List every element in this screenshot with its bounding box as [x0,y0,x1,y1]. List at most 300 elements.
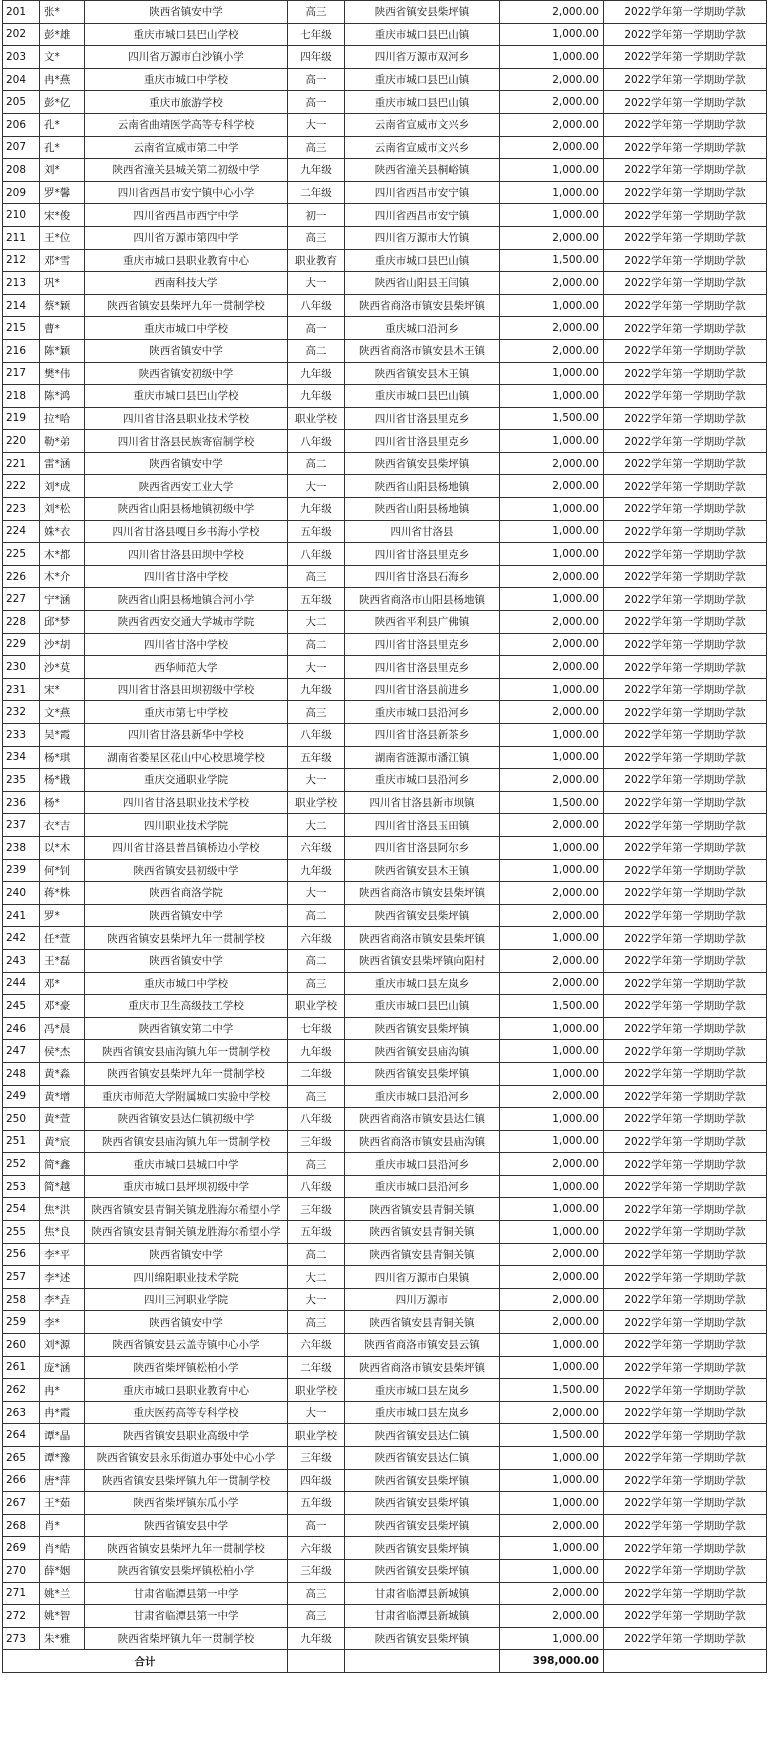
grade: 高二 [288,1243,345,1266]
purpose: 2022学年第一学期助学款 [604,113,767,136]
home-address: 重庆市城口县左岚乡 [345,972,500,995]
student-name: 樊*伟 [40,362,85,385]
table-row [3,136,767,159]
home-address: 重庆市城口县巴山镇 [345,91,500,114]
purpose: 2022学年第一学期助学款 [604,1424,767,1447]
school-name: 陕西省商洛学院 [85,882,288,905]
purpose: 2022学年第一学期助学款 [604,746,767,769]
purpose: 2022学年第一学期助学款 [604,46,767,69]
amount: 2,000.00 [500,949,604,972]
home-address: 四川省甘洛县新茶乡 [345,724,500,747]
row-index: 244 [3,972,40,995]
table-row [3,1514,767,1537]
grade: 六年级 [288,1537,345,1560]
table-row [3,1401,767,1424]
purpose: 2022学年第一学期助学款 [604,995,767,1018]
grade: 二年级 [288,1356,345,1379]
school-name: 四川省万源市第四中学 [85,226,288,249]
student-name: 冉* [40,1379,85,1402]
purpose: 2022学年第一学期助学款 [604,1198,767,1221]
table-row [3,520,767,543]
student-name: 谭*豫 [40,1447,85,1470]
table-row [3,317,767,340]
home-address: 陕西省平利县广佛镇 [345,611,500,634]
purpose: 2022学年第一学期助学款 [604,814,767,837]
table-row [3,927,767,950]
grade: 高二 [288,452,345,475]
grade: 七年级 [288,1017,345,1040]
grade: 高三 [288,701,345,724]
amount: 2,000.00 [500,452,604,475]
grade: 四年级 [288,46,345,69]
grade: 高二 [288,904,345,927]
purpose: 2022学年第一学期助学款 [604,385,767,408]
row-index: 259 [3,1311,40,1334]
amount: 1,000.00 [500,498,604,521]
table-row [3,362,767,385]
purpose: 2022学年第一学期助学款 [604,204,767,227]
student-name: 王*茹 [40,1492,85,1515]
grade: 五年级 [288,746,345,769]
student-name: 黄*萱 [40,1108,85,1131]
grade: 三年级 [288,1130,345,1153]
row-index: 202 [3,23,40,46]
grade: 四年级 [288,1469,345,1492]
home-address: 重庆市城口县巴山镇 [345,385,500,408]
amount: 2,000.00 [500,317,604,340]
row-index: 220 [3,430,40,453]
home-address: 四川万源市 [345,1288,500,1311]
grade: 九年级 [288,159,345,182]
amount: 1,000.00 [500,1492,604,1515]
amount: 1,000.00 [500,430,604,453]
school-name: 陕西省镇安县青铜关镇龙胜海尔希望小学 [85,1221,288,1244]
school-name: 重庆交通职业学院 [85,769,288,792]
purpose: 2022学年第一学期助学款 [604,1605,767,1628]
home-address: 四川省甘洛县石海乡 [345,565,500,588]
student-name: 简*越 [40,1175,85,1198]
row-index: 265 [3,1447,40,1470]
home-address: 四川省甘洛县阿尔乡 [345,836,500,859]
student-name: 衣*吉 [40,814,85,837]
purpose: 2022学年第一学期助学款 [604,588,767,611]
school-name: 陕西省镇安县柴坪九年一贯制学校 [85,1062,288,1085]
school-name: 重庆市城口县职业教育中心 [85,249,288,272]
grade: 大一 [288,1401,345,1424]
amount: 2,000.00 [500,1,604,24]
school-name: 重庆市城口县城口中学 [85,1153,288,1176]
school-name: 陕西省镇安第二中学 [85,1017,288,1040]
student-name: 宁*涵 [40,588,85,611]
table-row [3,23,767,46]
student-name: 沙*胡 [40,633,85,656]
table-row [3,1243,767,1266]
purpose: 2022学年第一学期助学款 [604,791,767,814]
grade: 九年级 [288,385,345,408]
amount: 2,000.00 [500,904,604,927]
table-row [3,385,767,408]
home-address: 陕西省镇安县木王镇 [345,859,500,882]
amount: 1,000.00 [500,588,604,611]
purpose: 2022学年第一学期助学款 [604,1537,767,1560]
home-address: 陕西省镇安县柴坪镇 [345,1492,500,1515]
purpose: 2022学年第一学期助学款 [604,407,767,430]
home-address: 云南省宣威市文兴乡 [345,136,500,159]
table-row [3,68,767,91]
row-index: 267 [3,1492,40,1515]
table-row [3,814,767,837]
amount: 2,000.00 [500,972,604,995]
table-row [3,1356,767,1379]
purpose: 2022学年第一学期助学款 [604,475,767,498]
table-row [3,1040,767,1063]
row-index: 250 [3,1108,40,1131]
table-row [3,498,767,521]
school-name: 陕西省镇安中学 [85,1243,288,1266]
school-name: 重庆市第七中学校 [85,701,288,724]
student-name: 王*位 [40,226,85,249]
purpose: 2022学年第一学期助学款 [604,317,767,340]
home-address: 陕西省镇安县达仁镇 [345,1424,500,1447]
school-name: 陕西省镇安县职业高级中学 [85,1424,288,1447]
school-name: 四川省甘洛县田坝初级中学校 [85,678,288,701]
home-address: 陕西省商洛市镇安县庙沟镇 [345,1130,500,1153]
row-index: 264 [3,1424,40,1447]
student-name: 木*介 [40,565,85,588]
grade: 高三 [288,1605,345,1628]
amount: 1,000.00 [500,362,604,385]
school-name: 陕西省镇安县柴坪九年一贯制学校 [85,294,288,317]
table-row [3,113,767,136]
grade: 三年级 [288,1447,345,1470]
home-address: 陕西省镇安县青铜关镇 [345,1311,500,1334]
row-index: 221 [3,452,40,475]
student-name: 曹* [40,317,85,340]
school-name: 云南省曲靖医学高等专科学校 [85,113,288,136]
amount: 1,500.00 [500,1379,604,1402]
school-name: 陕西省镇安县庙沟镇九年一贯制学校 [85,1040,288,1063]
row-index: 252 [3,1153,40,1176]
row-index: 232 [3,701,40,724]
purpose: 2022学年第一学期助学款 [604,859,767,882]
grade: 高二 [288,633,345,656]
row-index: 208 [3,159,40,182]
school-name: 陕西省潼关县城关第二初级中学 [85,159,288,182]
school-name: 重庆市城口县坪坝初级中学 [85,1175,288,1198]
student-name: 刘*松 [40,498,85,521]
home-address: 陕西省镇安县青铜关镇 [345,1243,500,1266]
purpose: 2022学年第一学期助学款 [604,949,767,972]
student-name: 唐*萍 [40,1469,85,1492]
amount: 1,000.00 [500,1356,604,1379]
purpose: 2022学年第一学期助学款 [604,1469,767,1492]
purpose: 2022学年第一学期助学款 [604,1379,767,1402]
student-name: 雷*涵 [40,452,85,475]
table-row [3,836,767,859]
student-name: 冉*霞 [40,1401,85,1424]
row-index: 261 [3,1356,40,1379]
student-name: 木*都 [40,543,85,566]
purpose: 2022学年第一学期助学款 [604,904,767,927]
total-empty-purpose [604,1650,767,1673]
student-name: 勒*弟 [40,430,85,453]
student-name: 焦*良 [40,1221,85,1244]
school-name: 四川省甘洛县嘎日乡书海小学校 [85,520,288,543]
home-address: 陕西省镇安县柴坪镇向阳村 [345,949,500,972]
grade: 五年级 [288,588,345,611]
table-row [3,1379,767,1402]
school-name: 陕西省镇安县初级中学 [85,859,288,882]
purpose: 2022学年第一学期助学款 [604,1130,767,1153]
purpose: 2022学年第一学期助学款 [604,678,767,701]
home-address: 重庆市城口县巴山镇 [345,249,500,272]
school-name: 四川省万源市白沙镇小学 [85,46,288,69]
grade: 五年级 [288,1492,345,1515]
student-name: 宋*俊 [40,204,85,227]
table-row [3,1582,767,1605]
school-name: 四川省甘洛县新华中学校 [85,724,288,747]
home-address: 四川省甘洛县玉田镇 [345,814,500,837]
table-row [3,249,767,272]
school-name: 重庆市师范大学附属城口实验中学校 [85,1085,288,1108]
grade: 职业学校 [288,791,345,814]
purpose: 2022学年第一学期助学款 [604,520,767,543]
row-index: 263 [3,1401,40,1424]
student-name: 孔* [40,136,85,159]
school-name: 陕西省镇安县柴坪镇九年一贯制学校 [85,1469,288,1492]
row-index: 241 [3,904,40,927]
amount: 2,000.00 [500,882,604,905]
student-name: 姚*智 [40,1605,85,1628]
row-index: 234 [3,746,40,769]
table-row [3,1,767,24]
row-index: 215 [3,317,40,340]
school-name: 陕西省柴坪镇九年一贯制学校 [85,1627,288,1650]
student-name: 肖* [40,1514,85,1537]
home-address: 陕西省商洛市镇安县柴坪镇 [345,927,500,950]
home-address: 湖南省涟源市潘江镇 [345,746,500,769]
amount: 1,000.00 [500,1221,604,1244]
purpose: 2022学年第一学期助学款 [604,611,767,634]
table-row [3,46,767,69]
amount: 1,500.00 [500,249,604,272]
row-index: 240 [3,882,40,905]
school-name: 陕西省镇安县柴坪九年一贯制学校 [85,927,288,950]
table-row [3,724,767,747]
grade: 九年级 [288,1040,345,1063]
student-name: 姝*衣 [40,520,85,543]
amount: 2,000.00 [500,1605,604,1628]
amount: 2,000.00 [500,1153,604,1176]
amount: 1,500.00 [500,791,604,814]
purpose: 2022学年第一学期助学款 [604,1447,767,1470]
purpose: 2022学年第一学期助学款 [604,1062,767,1085]
student-name: 陈*颖 [40,339,85,362]
table-row [3,1559,767,1582]
student-name: 邓* [40,972,85,995]
student-name: 黄*增 [40,1085,85,1108]
home-address: 重庆市城口县沿河乡 [345,701,500,724]
home-address: 重庆市城口县沿河乡 [345,769,500,792]
row-index: 272 [3,1605,40,1628]
purpose: 2022学年第一学期助学款 [604,1085,767,1108]
student-name: 任*萱 [40,927,85,950]
school-name: 云南省宣威市第二中学 [85,136,288,159]
school-name: 陕西省镇安初级中学 [85,362,288,385]
row-index: 233 [3,724,40,747]
purpose: 2022学年第一学期助学款 [604,769,767,792]
table-row [3,543,767,566]
purpose: 2022学年第一学期助学款 [604,656,767,679]
table-row [3,882,767,905]
amount: 1,000.00 [500,1175,604,1198]
school-name: 陕西省山阳县杨地镇合河小学 [85,588,288,611]
school-name: 重庆市城口中学校 [85,317,288,340]
amount: 1,000.00 [500,294,604,317]
table-row [3,1153,767,1176]
home-address: 陕西省山阳县王闫镇 [345,272,500,295]
row-index: 258 [3,1288,40,1311]
row-index: 212 [3,249,40,272]
amount: 2,000.00 [500,701,604,724]
student-name: 文*燕 [40,701,85,724]
amount: 1,500.00 [500,407,604,430]
row-index: 251 [3,1130,40,1153]
home-address: 四川省甘洛县前进乡 [345,678,500,701]
grade: 大一 [288,113,345,136]
purpose: 2022学年第一学期助学款 [604,181,767,204]
amount: 1,000.00 [500,543,604,566]
school-name: 甘肃省临潭县第一中学 [85,1582,288,1605]
school-name: 重庆市卫生高级技工学校 [85,995,288,1018]
purpose: 2022学年第一学期助学款 [604,972,767,995]
row-index: 203 [3,46,40,69]
grade: 三年级 [288,1559,345,1582]
row-index: 242 [3,927,40,950]
row-index: 216 [3,339,40,362]
purpose: 2022学年第一学期助学款 [604,452,767,475]
purpose: 2022学年第一学期助学款 [604,1582,767,1605]
row-index: 228 [3,611,40,634]
home-address: 陕西省潼关县桐峪镇 [345,159,500,182]
amount: 1,000.00 [500,1559,604,1582]
school-name: 四川省甘洛中学校 [85,633,288,656]
student-name: 杨*戡 [40,769,85,792]
purpose: 2022学年第一学期助学款 [604,1108,767,1131]
amount: 1,000.00 [500,1537,604,1560]
school-name: 陕西省镇安中学 [85,949,288,972]
home-address: 四川省甘洛县里克乡 [345,407,500,430]
home-address: 陕西省镇安县柴坪镇 [345,904,500,927]
student-name: 沙*莫 [40,656,85,679]
home-address: 甘肃省临潭县新城镇 [345,1605,500,1628]
student-name: 刘*成 [40,475,85,498]
row-index: 229 [3,633,40,656]
amount: 1,000.00 [500,1469,604,1492]
grade: 大二 [288,611,345,634]
purpose: 2022学年第一学期助学款 [604,836,767,859]
amount: 2,000.00 [500,656,604,679]
home-address: 四川省甘洛县里克乡 [345,430,500,453]
school-name: 陕西省镇安县云盖寺镇中心小学 [85,1334,288,1357]
home-address: 四川省甘洛县里克乡 [345,543,500,566]
student-name: 杨*琪 [40,746,85,769]
grade: 八年级 [288,1108,345,1131]
grade: 高一 [288,317,345,340]
purpose: 2022学年第一学期助学款 [604,272,767,295]
grade: 八年级 [288,294,345,317]
grade: 高三 [288,972,345,995]
purpose: 2022学年第一学期助学款 [604,1401,767,1424]
school-name: 四川省西昌市安宁镇中心小学 [85,181,288,204]
student-name: 吴*霞 [40,724,85,747]
student-name: 刘* [40,159,85,182]
home-address: 云南省宣威市文兴乡 [345,113,500,136]
student-name: 拉*哈 [40,407,85,430]
row-index: 256 [3,1243,40,1266]
grade: 高三 [288,1311,345,1334]
student-name: 谭*晶 [40,1424,85,1447]
grade: 高二 [288,949,345,972]
row-index: 214 [3,294,40,317]
school-name: 西南科技大学 [85,272,288,295]
school-name: 陕西省西安工业大学 [85,475,288,498]
table-row [3,1221,767,1244]
school-name: 陕西省镇安县柴坪九年一贯制学校 [85,1537,288,1560]
purpose: 2022学年第一学期助学款 [604,1514,767,1537]
grade: 大一 [288,656,345,679]
row-index: 226 [3,565,40,588]
student-name: 文* [40,46,85,69]
student-name: 黄*宸 [40,1130,85,1153]
home-address: 陕西省镇安县青铜关镇 [345,1198,500,1221]
grade: 高三 [288,1582,345,1605]
table-row [3,1605,767,1628]
purpose: 2022学年第一学期助学款 [604,633,767,656]
grade: 职业学校 [288,1379,345,1402]
school-name: 甘肃省临潭县第一中学 [85,1605,288,1628]
purpose: 2022学年第一学期助学款 [604,1153,767,1176]
amount: 2,000.00 [500,1582,604,1605]
table-row [3,588,767,611]
purpose: 2022学年第一学期助学款 [604,430,767,453]
home-address: 陕西省镇安县青铜关镇 [345,1221,500,1244]
school-name: 四川省甘洛县职业技术学校 [85,791,288,814]
table-row [3,746,767,769]
row-index: 238 [3,836,40,859]
table-row [3,1017,767,1040]
table-row [3,565,767,588]
purpose: 2022学年第一学期助学款 [604,1040,767,1063]
grade: 二年级 [288,181,345,204]
home-address: 陕西省商洛市镇安县柴坪镇 [345,882,500,905]
school-name: 陕西省西安交通大学城市学院 [85,611,288,634]
purpose: 2022学年第一学期助学款 [604,339,767,362]
grade: 职业教育 [288,249,345,272]
amount: 1,000.00 [500,859,604,882]
table-row [3,1469,767,1492]
home-address: 四川省万源市双河乡 [345,46,500,69]
table-row [3,452,767,475]
home-address: 四川省西昌市安宁镇 [345,204,500,227]
school-name: 陕西省柴坪镇东瓜小学 [85,1492,288,1515]
table-row [3,972,767,995]
amount: 2,000.00 [500,68,604,91]
table-row [3,1334,767,1357]
student-name: 李*平 [40,1243,85,1266]
amount: 1,000.00 [500,746,604,769]
table-row [3,656,767,679]
